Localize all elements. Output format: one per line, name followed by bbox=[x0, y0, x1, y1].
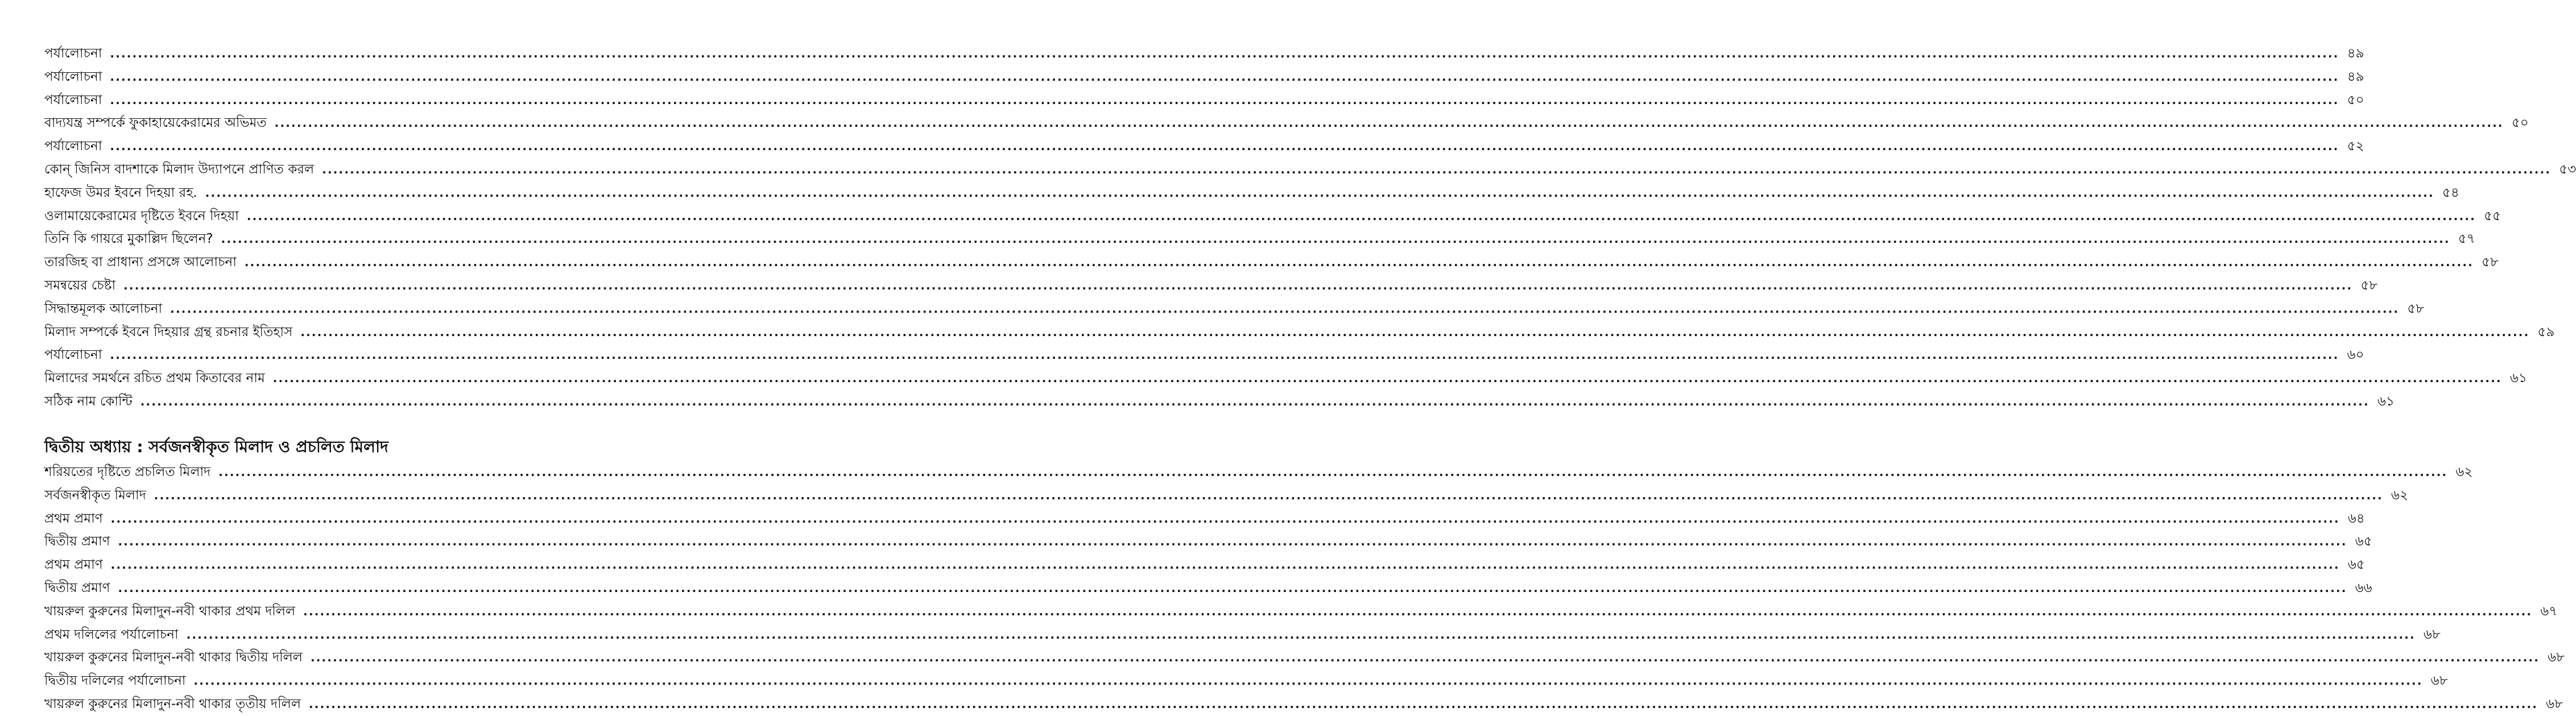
toc-entry-title: হাফেজ উমর ইবনে দিহয়া রহ. bbox=[44, 185, 197, 200]
toc-entry bbox=[44, 111, 2529, 135]
toc-entry-page-number: ৬৫ bbox=[2347, 557, 2365, 573]
dot-leader: ................................................................................................................................................................................................................................................................................................................................................................................................................ bbox=[303, 604, 2533, 618]
toc-entry bbox=[44, 205, 2501, 228]
dot-leader: ................................................................................................................................................................................................................................................................................................................................................................................................................ bbox=[244, 255, 2474, 270]
toc-entry-title: কোন্ জিনিস বাদশাকে মিলাদ উদ্যাপনে প্রাণিত করল bbox=[44, 162, 315, 177]
dot-leader: ................................................................................................................................................................................................................................................................................................................................................................................................................ bbox=[154, 488, 2383, 502]
toc-entry bbox=[44, 227, 2475, 251]
toc-entry bbox=[44, 297, 2425, 321]
toc-entry bbox=[44, 553, 2365, 577]
toc-entry bbox=[44, 367, 2527, 390]
toc-entry bbox=[44, 251, 2499, 274]
dot-leader: ................................................................................................................................................................................................................................................................................................................................................................................................................ bbox=[110, 558, 2340, 572]
toc-entry-title: প্রথম দলিলের পর্যালোচনা bbox=[44, 627, 179, 642]
toc-entry-page-number: ৬১ bbox=[2509, 371, 2527, 386]
toc-entry-title: খায়রুল কুরুনের মিলাদুন-নবী থাকার দ্বিতীয় দলিল bbox=[44, 650, 303, 665]
toc-entry bbox=[44, 89, 2364, 112]
toc-entry-page-number: ৬৮ bbox=[2546, 696, 2563, 711]
toc-section-chapter-two bbox=[44, 436, 2565, 716]
toc-entry-title: দ্বিতীয় দলিলের পর্যালোচনা bbox=[44, 673, 186, 689]
dot-leader: ................................................................................................................................................................................................................................................................................................................................................................................................................ bbox=[110, 93, 2339, 107]
dot-leader: ................................................................................................................................................................................................................................................................................................................................................................................................................ bbox=[110, 139, 2339, 154]
toc-entry-title: সিদ্ধান্তমূলক আলোচনা bbox=[44, 301, 163, 316]
toc-entry-page-number: ৫৪ bbox=[2442, 185, 2459, 200]
toc-entry bbox=[44, 507, 2365, 531]
toc-entry-title: দ্বিতীয় প্রমাণ bbox=[44, 534, 110, 549]
toc-entry-title: সর্বজনস্বীকৃত মিলাদ bbox=[44, 487, 146, 503]
dot-leader: ................................................................................................................................................................................................................................................................................................................................................................................................................ bbox=[221, 232, 2450, 246]
toc-entry bbox=[44, 158, 2576, 181]
toc-entry-page-number: ৫৯ bbox=[2537, 324, 2555, 340]
toc-entry-page-number: ৬২ bbox=[2391, 487, 2408, 503]
dot-leader: ................................................................................................................................................................................................................................................................................................................................................................................................................ bbox=[308, 697, 2538, 711]
toc-entry-page-number: ৫৮ bbox=[2407, 301, 2425, 316]
toc-entry bbox=[44, 321, 2555, 344]
toc-entry-page-number: ৬১ bbox=[2377, 394, 2395, 409]
toc-entry bbox=[44, 343, 2364, 367]
toc-entry-title: দ্বিতীয় প্রমাণ bbox=[44, 580, 110, 595]
dot-leader: ................................................................................................................................................................................................................................................................................................................................................................................................................ bbox=[274, 116, 2504, 130]
toc-entry-title: সমন্বয়ের চেষ্টা bbox=[44, 278, 116, 293]
toc-entry-title: খায়রুল কুরুনের মিলাদুন-নবী থাকার তৃতীয় দলিল bbox=[44, 696, 301, 711]
toc-entry-title: মিলাদ সম্পর্কে ইবনে দিহয়ার গ্রন্থ রচনার ইতিহাস bbox=[44, 324, 293, 340]
toc-entry-page-number: ৪৯ bbox=[2347, 69, 2364, 84]
toc-entry-page-number: ৫৮ bbox=[2360, 278, 2378, 293]
dot-leader: ................................................................................................................................................................................................................................................................................................................................................................................................................ bbox=[110, 47, 2339, 60]
toc-entry-page-number: ৫৭ bbox=[2458, 231, 2475, 247]
toc-entry bbox=[44, 135, 2364, 158]
toc-entry bbox=[44, 484, 2408, 507]
toc-entry bbox=[44, 623, 2441, 647]
toc-entry-page-number: ৫২ bbox=[2347, 139, 2364, 154]
toc-entry bbox=[44, 274, 2378, 297]
toc-entry bbox=[44, 461, 2473, 484]
toc-entry-page-number: ৬৮ bbox=[2430, 673, 2448, 689]
toc-entry-list bbox=[44, 461, 2565, 716]
toc-entry-page-number: ৫৫ bbox=[2484, 208, 2501, 224]
toc-entry bbox=[44, 530, 2372, 553]
toc-entry-page-number: ৬৫ bbox=[2355, 534, 2372, 549]
toc-entry-page-number: ৬৭ bbox=[2540, 603, 2558, 619]
toc-entry bbox=[44, 42, 2364, 65]
toc-entry-title: প্রথম প্রমাণ bbox=[44, 557, 103, 573]
toc-entry bbox=[44, 600, 2558, 623]
dot-leader: ................................................................................................................................................................................................................................................................................................................................................................................................................ bbox=[310, 651, 2540, 665]
toc-section-chapter-one bbox=[44, 42, 2576, 413]
dot-leader: ................................................................................................................................................................................................................................................................................................................................................................................................................ bbox=[110, 69, 2339, 84]
toc-entry-title: তারজিহ বা প্রাধান্য প্রসঙ্গে আলোচনা bbox=[44, 255, 237, 270]
dot-leader: ................................................................................................................................................................................................................................................................................................................................................................................................................ bbox=[246, 209, 2476, 223]
chapter-heading: দ্বিতীয় অধ্যায় : সর্বজনস্বীকৃত মিলাদ ও প্রচলিত মিলাদ bbox=[44, 437, 388, 456]
toc-entry-page-number: ৪৯ bbox=[2347, 46, 2364, 61]
toc-entry-page-number: ৬২ bbox=[2455, 465, 2473, 479]
toc-entry-page-number: ৬৮ bbox=[2423, 627, 2441, 642]
toc-entry-page-number: ৬০ bbox=[2347, 347, 2364, 363]
toc-entry-page-number: ৫০ bbox=[2347, 92, 2364, 107]
toc-entry-title: পর্যালোচনা bbox=[44, 347, 102, 363]
toc-entry bbox=[44, 65, 2364, 89]
dot-leader: ................................................................................................................................................................................................................................................................................................................................................................................................................ bbox=[272, 371, 2502, 386]
dot-leader: ................................................................................................................................................................................................................................................................................................................................................................................................................ bbox=[118, 535, 2347, 549]
toc-entry-title: সঠিক নাম কোন্টি bbox=[44, 394, 133, 409]
dot-leader: ................................................................................................................................................................................................................................................................................................................................................................................................................ bbox=[170, 301, 2400, 316]
dot-leader: ................................................................................................................................................................................................................................................................................................................................................................................................................ bbox=[110, 348, 2339, 362]
toc-entry bbox=[44, 646, 2565, 669]
toc-entry-page-number: ৬৬ bbox=[2355, 580, 2372, 595]
dot-leader: ................................................................................................................................................................................................................................................................................................................................................................................................................ bbox=[193, 674, 2423, 688]
toc-entry-title: পর্যালোচনা bbox=[44, 69, 102, 84]
dot-leader: ................................................................................................................................................................................................................................................................................................................................................................................................................ bbox=[205, 185, 2434, 200]
toc-entry-page-number: ৬৮ bbox=[2548, 650, 2565, 665]
dot-leader: ................................................................................................................................................................................................................................................................................................................................................................................................................ bbox=[123, 278, 2353, 292]
toc-entry-page-number: ৫৮ bbox=[2482, 255, 2499, 270]
toc-entry-title: পর্যালোচনা bbox=[44, 92, 102, 107]
toc-entry-title: খায়রুল কুরুনের মিলাদুন-নবী থাকার প্রথম দলিল bbox=[44, 603, 296, 619]
dot-leader: ................................................................................................................................................................................................................................................................................................................................................................................................................ bbox=[322, 162, 2552, 176]
toc-entry-title: প্রথম প্রমাণ bbox=[44, 511, 103, 526]
toc-entry bbox=[44, 390, 2395, 413]
dot-leader: ................................................................................................................................................................................................................................................................................................................................................................................................................ bbox=[300, 325, 2530, 339]
toc-entry-title: মিলাদের সমর্থনে রচিত প্রথম কিতাবের নাম bbox=[44, 371, 265, 386]
dot-leader: ................................................................................................................................................................................................................................................................................................................................................................................................................ bbox=[186, 627, 2416, 641]
toc-entry-title: ওলামায়েকেরামের দৃষ্টিতে ইবনে দিহয়া bbox=[44, 208, 239, 224]
toc-entry-page-number: ৫০ bbox=[2511, 115, 2529, 131]
dot-leader: ................................................................................................................................................................................................................................................................................................................................................................................................................ bbox=[140, 394, 2370, 408]
toc-entry-title: বাদ্যযন্ত্র সম্পর্কে ফুকাহায়েকেরামের অভিমত bbox=[44, 115, 267, 131]
toc-entry bbox=[44, 669, 2448, 693]
toc-entry bbox=[44, 693, 2563, 716]
toc-entry-title: পর্যালোচনা bbox=[44, 139, 102, 154]
toc-entry-page-number: ৫৩ bbox=[2559, 162, 2576, 177]
toc-entry-title: পর্যালোচনা bbox=[44, 46, 102, 61]
toc-entry-page-number: ৬৪ bbox=[2347, 511, 2365, 526]
toc-entry-title: শরিয়তের দৃষ্টিতে প্রচলিত মিলাদ bbox=[44, 465, 211, 479]
dot-leader: ................................................................................................................................................................................................................................................................................................................................................................................................................ bbox=[118, 581, 2347, 595]
toc-entry bbox=[44, 181, 2459, 205]
dot-leader: ................................................................................................................................................................................................................................................................................................................................................................................................................ bbox=[110, 511, 2340, 525]
toc-entry-title: তিনি কি গায়রে মুকাল্লিদ ছিলেন? bbox=[44, 231, 213, 247]
toc-entry bbox=[44, 577, 2372, 600]
dot-leader: ................................................................................................................................................................................................................................................................................................................................................................................................................ bbox=[218, 465, 2448, 479]
